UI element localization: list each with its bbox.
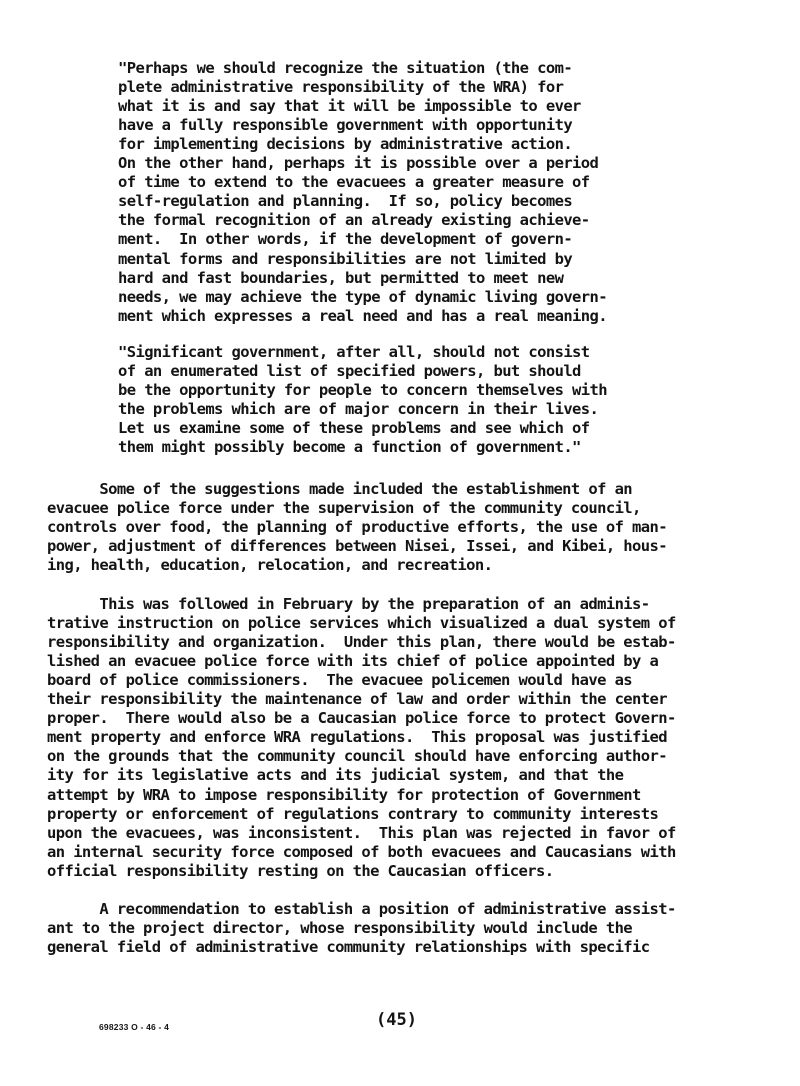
text-line: their responsibility the maintenance of law and order within the center (47, 690, 667, 709)
text-line: ment which expresses a real need and has a real meaning. (118, 306, 607, 325)
text-line: Some of the suggestions made included the establishment of an (47, 480, 633, 498)
text-line: ment. In other words, if the development of govern- (118, 230, 573, 249)
text-line: ing, health, education, relocation, and recreation. (47, 556, 493, 575)
text-line: trative instruction on police services which visualized a dual system of (47, 614, 676, 633)
text-line: evacuee police force under the supervision of the community council, (47, 499, 641, 518)
text-line: controls over food, the planning of productive efforts, the use of man- (47, 518, 667, 537)
text-line: lished an evacuee police force with its chief of police appointed by a (47, 652, 659, 671)
text-line: ant to the project director, whose responsibility would include the (47, 919, 633, 938)
page-number: (45) (376, 1010, 417, 1030)
text-line: needs, we may achieve the type of dynamic living govern- (118, 287, 607, 306)
text-line: This was followed in February by the preparation of an adminis- (47, 595, 650, 613)
text-line: the problems which are of major concern in their lives. (118, 400, 599, 419)
text-line: hard and fast boundaries, but permitted to meet new (118, 268, 564, 287)
text-line: the formal recognition of an already existing achieve- (118, 211, 590, 230)
text-line: power, adjustment of differences between Nisei, Issei, and Kibei, hous- (47, 537, 667, 556)
text-line: official responsibility resting on the Caucasian officers. (47, 861, 554, 880)
print-code: 698233 O - 46 - 4 (99, 1022, 170, 1032)
text-line: them might possibly become a function of government." (118, 438, 581, 457)
text-line: "Significant government, after all, should not consist (118, 343, 590, 361)
text-line: A recommendation to establish a position of administrative assist- (47, 900, 676, 918)
text-line: of time to extend to the evacuees a greater measure of (118, 173, 590, 192)
text-line: self-regulation and planning. If so, policy becomes (118, 192, 573, 211)
text-line: an internal security force composed of both evacuees and Caucasians with (47, 842, 676, 861)
text-line: general field of administrative community relationships with specific (47, 938, 650, 957)
text-line: on the grounds that the community council should have enforcing author- (47, 747, 667, 766)
text-line: board of police commissioners. The evacuee policemen would have as (47, 671, 633, 690)
text-line: of an enumerated list of specified powers, but should (118, 362, 581, 381)
text-line: Let us examine some of these problems and see which of (118, 419, 590, 438)
text-line: be the opportunity for people to concern themselves with (118, 381, 607, 400)
text-line: ment property and enforce WRA regulations. This proposal was justified (47, 728, 667, 747)
text-line: for implementing decisions by administrative action. (118, 135, 573, 154)
text-line: On the other hand, perhaps it is possible over a period (118, 154, 599, 173)
text-line: responsibility and organization. Under this plan, there would be estab- (47, 633, 676, 652)
text-line: proper. There would also be a Caucasian police force to protect Govern- (47, 709, 676, 728)
text-line: upon the evacuees, was inconsistent. This plan was rejected in favor of (47, 823, 676, 842)
text-line: plete administrative responsibility of the WRA) for (118, 78, 564, 97)
text-line: attempt by WRA to impose responsibility for protection of Government (47, 785, 641, 804)
text-line: "Perhaps we should recognize the situation (the com- (118, 59, 573, 77)
text-line: have a fully responsible government with opportunity (118, 116, 573, 135)
text-line: what it is and say that it will be impossible to ever (118, 97, 581, 116)
text-line: ity for its legislative acts and its judicial system, and that the (47, 766, 624, 785)
text-line: mental forms and responsibilities are not limited by (118, 249, 573, 268)
text-line: property or enforcement of regulations contrary to community interests (47, 804, 659, 823)
